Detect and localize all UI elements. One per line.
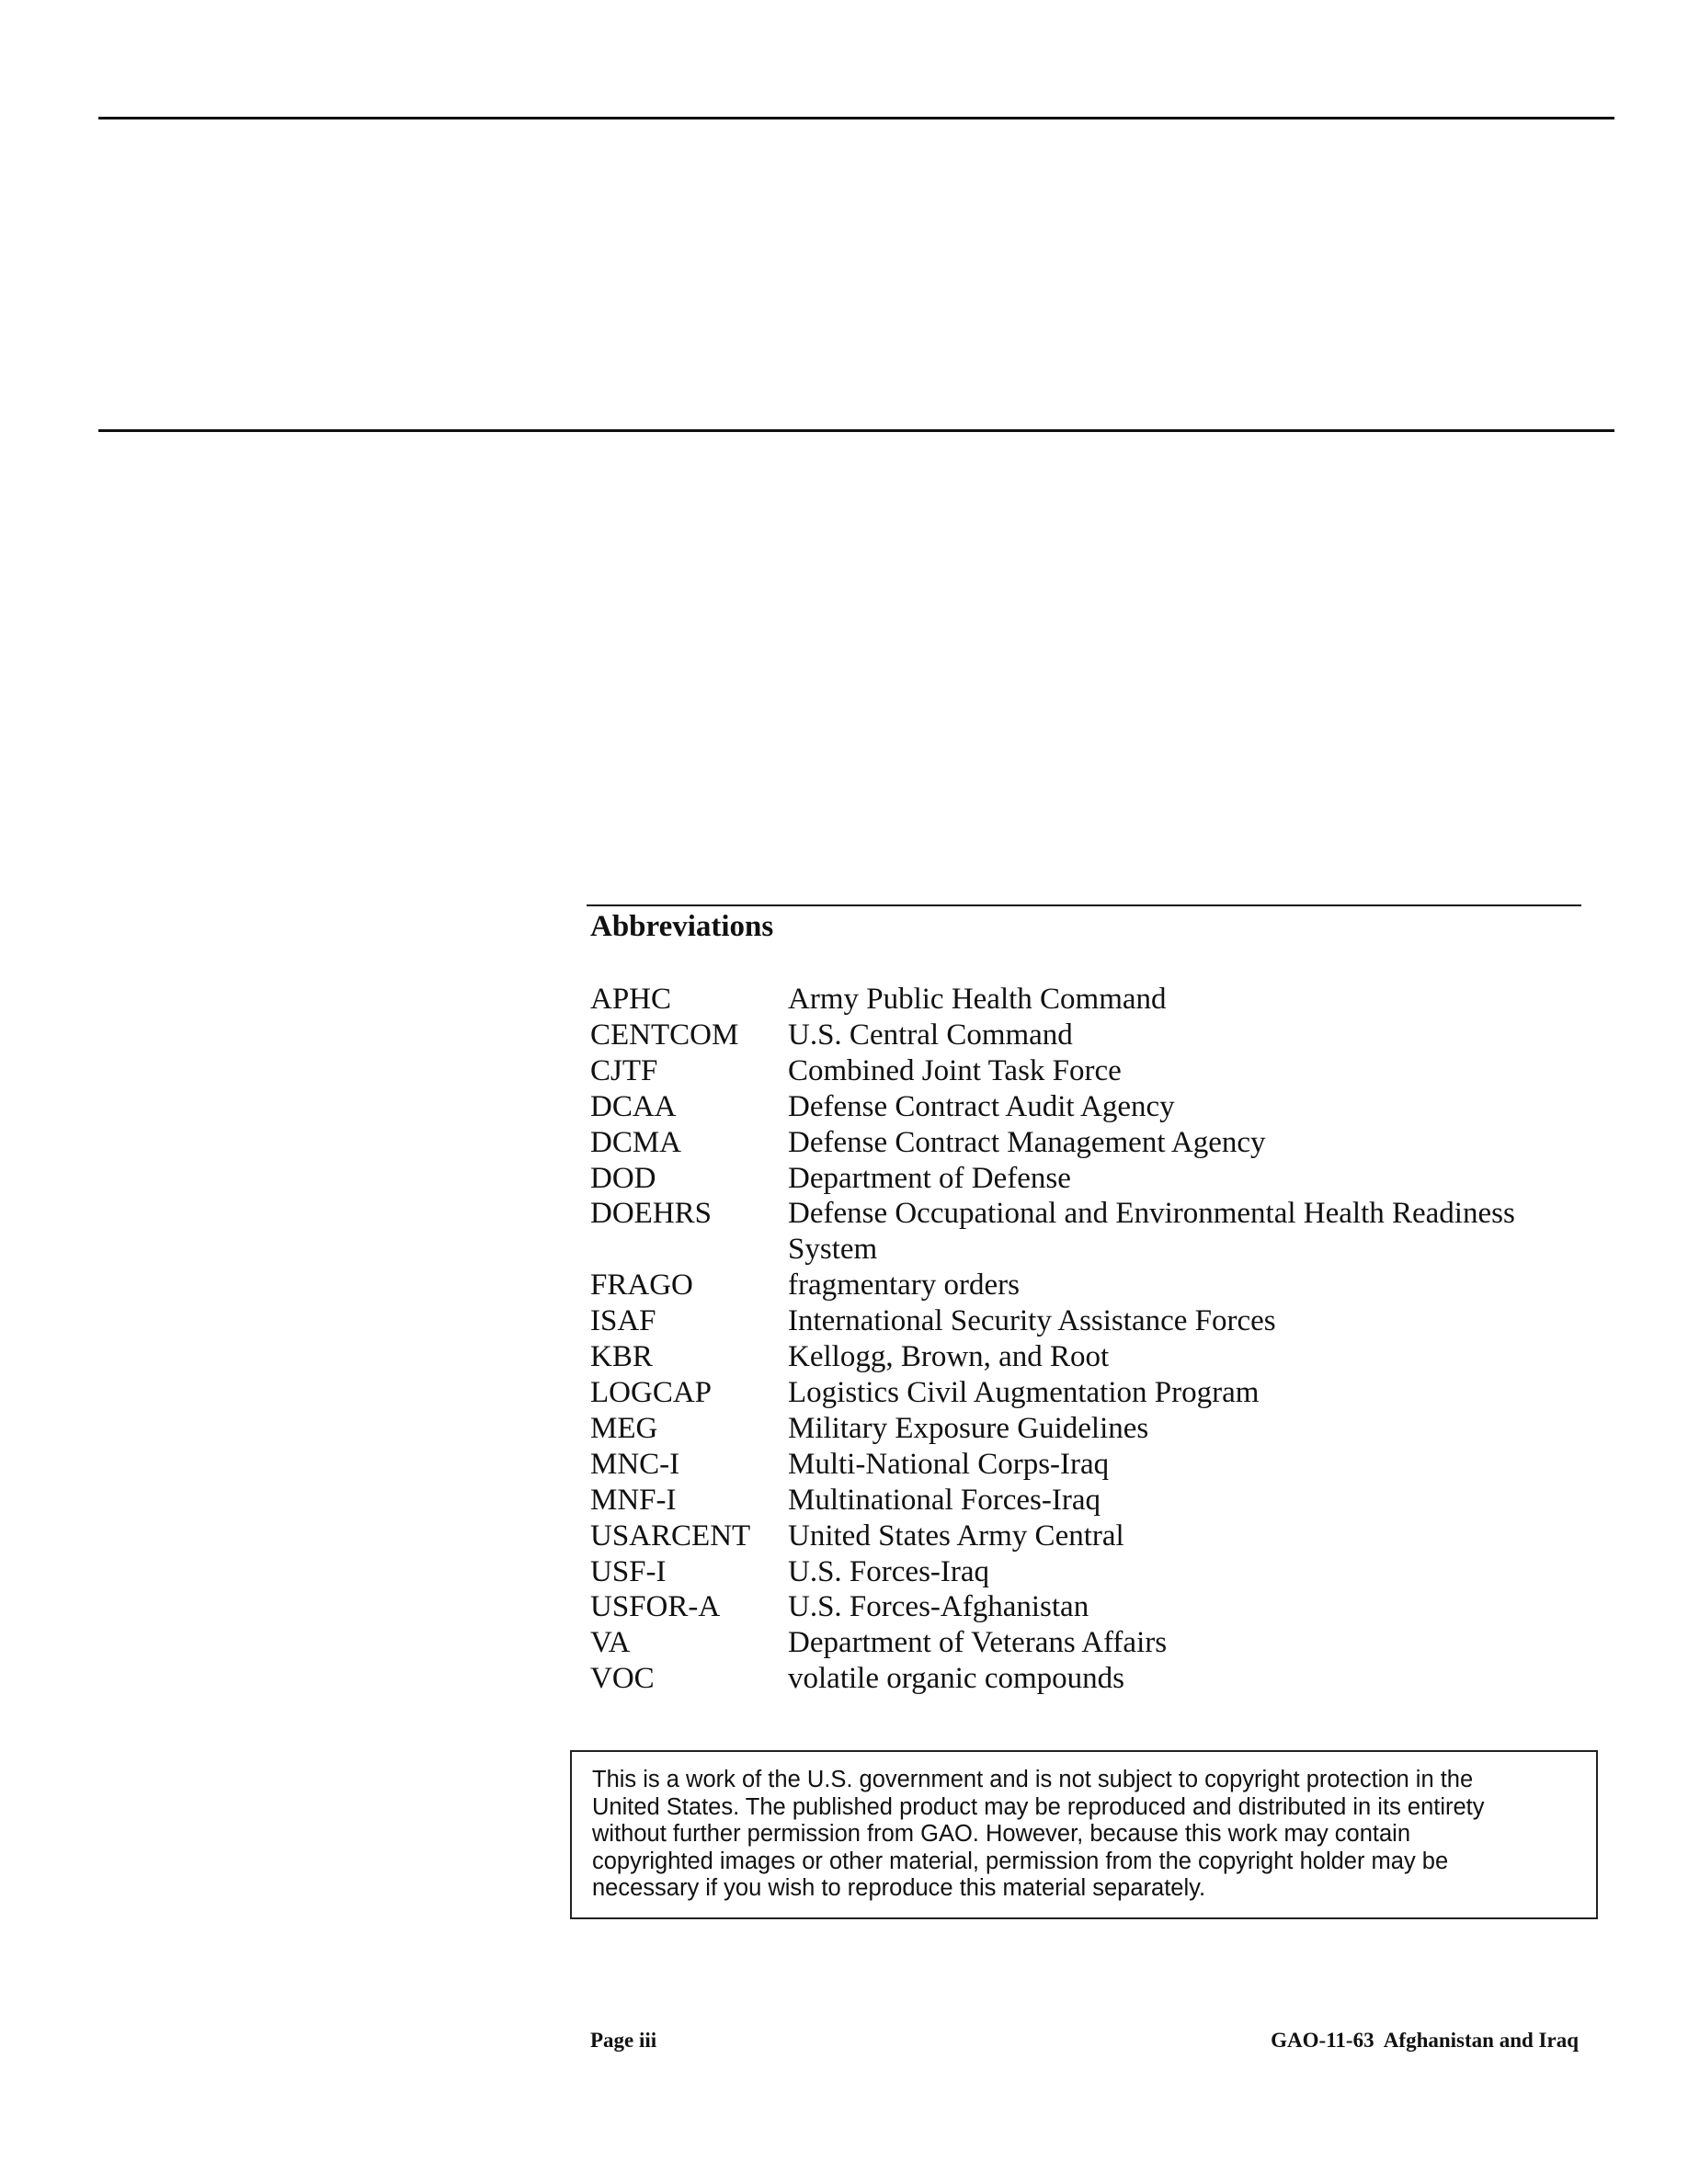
abbreviation-row (590, 1411, 1592, 1447)
footer-report-title: GAO-11-63 Afghanistan and Iraq (1271, 2029, 1579, 2052)
abbreviation-term: APHC (590, 983, 672, 1016)
upper-section-divider (98, 429, 1614, 432)
abbreviation-definition: Combined Joint Task Force (788, 1053, 1122, 1087)
copyright-notice-line: United States. The published product may be reproduced and distributed in its entirety (592, 1793, 1485, 1820)
abbreviation-row (590, 1268, 1592, 1303)
abbreviation-definition: Multi-National Corps-Iraq (788, 1447, 1110, 1481)
abbreviation-definition: volatile organic compounds (788, 1662, 1124, 1696)
abbreviation-term: ISAF (590, 1304, 656, 1338)
abbreviation-row (590, 982, 1592, 1018)
abbreviation-row (590, 1589, 1592, 1625)
abbreviation-definition: Defense Contract Management Agency (788, 1125, 1266, 1159)
abbreviation-term: KBR (590, 1340, 653, 1374)
abbreviation-row (590, 1018, 1592, 1053)
copyright-notice-line: necessary if you wish to reproduce this material separately. (592, 1875, 1206, 1901)
abbreviation-definition: Multinational Forces-Iraq (788, 1483, 1101, 1517)
abbreviation-row (590, 1303, 1592, 1339)
abbreviation-definition: Defense Occupational and Environmental Health Readiness System (788, 1197, 1515, 1267)
abbreviation-row (590, 1375, 1592, 1411)
abbreviation-row (590, 1125, 1592, 1161)
abbreviation-term: DCMA (590, 1125, 682, 1159)
copyright-notice (570, 1750, 1598, 1919)
abbreviation-definition: Department of Veterans Affairs (788, 1626, 1168, 1660)
abbreviation-term: CJTF (590, 1053, 658, 1087)
abbreviation-definition: U.S. Forces-Afghanistan (788, 1590, 1089, 1624)
abbreviation-term: LOGCAP (590, 1375, 713, 1409)
abbreviation-term: CENTCOM (590, 1018, 739, 1052)
abbreviation-definition: United States Army Central (788, 1519, 1124, 1553)
abbreviation-term: MNC-I (590, 1447, 680, 1481)
abbreviation-row (590, 1661, 1592, 1697)
abbreviation-row (590, 1447, 1592, 1483)
abbreviation-definition: U.S. Forces-Iraq (788, 1554, 990, 1588)
abbreviation-definition: Logistics Civil Augmentation Program (788, 1375, 1260, 1409)
abbreviation-definition: fragmentary orders (788, 1268, 1020, 1302)
abbreviation-row (590, 1519, 1592, 1554)
abbreviation-term: MNF-I (590, 1483, 677, 1517)
abbreviations-divider (587, 904, 1581, 906)
abbreviation-term: VOC (590, 1662, 655, 1696)
abbreviation-term: VA (590, 1626, 631, 1660)
abbreviation-term: FRAGO (590, 1268, 693, 1302)
abbreviation-term: DOEHRS (590, 1197, 713, 1231)
copyright-notice-line: without further permission from GAO. However, because this work may contain (592, 1821, 1411, 1847)
abbreviation-term: DCAA (590, 1089, 677, 1123)
abbreviation-row (590, 1089, 1592, 1125)
abbreviation-row (590, 1483, 1592, 1519)
abbreviation-term: USFOR-A (590, 1590, 721, 1624)
abbreviation-definition: Military Exposure Guidelines (788, 1411, 1149, 1445)
abbreviation-definition: Kellogg, Brown, and Root (788, 1340, 1110, 1374)
abbreviation-definition: Defense Contract Audit Agency (788, 1089, 1175, 1123)
footer-page-number: Page iii (590, 2029, 657, 2052)
abbreviation-definition: International Security Assistance Forces (788, 1304, 1276, 1338)
abbreviation-row (590, 1339, 1592, 1375)
abbreviation-row (590, 1161, 1592, 1197)
copyright-notice-line: This is a work of the U.S. government and is not subject to copyright protection in the (592, 1767, 1474, 1792)
copyright-notice-line: copyrighted images or other material, permission from the copyright holder may be (592, 1848, 1449, 1874)
abbreviation-row (590, 1053, 1592, 1089)
abbreviations-heading: Abbreviations (590, 910, 774, 943)
abbreviation-row (590, 1554, 1592, 1590)
abbreviation-term: USARCENT (590, 1519, 751, 1553)
top-divider (98, 117, 1614, 119)
abbreviation-definition: Army Public Health Command (788, 983, 1167, 1016)
abbreviation-term: MEG (590, 1411, 658, 1445)
abbreviation-term: DOD (590, 1161, 656, 1195)
abbreviation-definition: U.S. Central Command (788, 1018, 1073, 1052)
abbreviations-list (590, 982, 1592, 1697)
abbreviation-row (590, 1196, 1592, 1268)
abbreviation-row (590, 1625, 1592, 1661)
abbreviation-term: USF-I (590, 1554, 667, 1588)
abbreviation-definition: Department of Defense (788, 1161, 1071, 1195)
